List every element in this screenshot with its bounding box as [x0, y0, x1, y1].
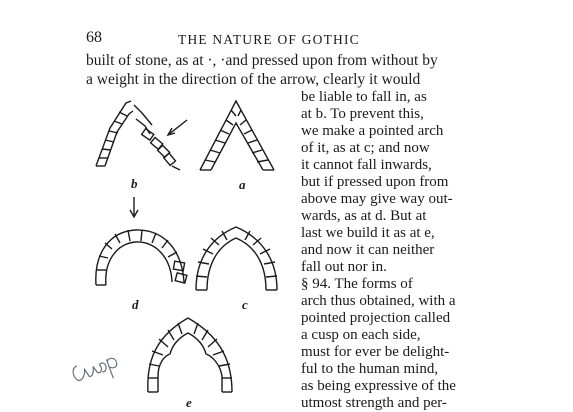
- figure-label-b: b: [131, 176, 138, 191]
- column-line: utmost strength and per-: [301, 395, 447, 411]
- figure-label-a: a: [239, 177, 246, 192]
- column-line: above may give way out-: [301, 191, 453, 207]
- text-line: built of stone, as at ·, ·and pressed upon from without by: [86, 52, 438, 69]
- arrow-down-icon: [130, 197, 138, 217]
- arch-figure-e: [148, 318, 232, 392]
- page-number: 68: [86, 29, 102, 46]
- column-line: we make a pointed arch: [301, 123, 444, 139]
- arch-figure-d: [96, 230, 187, 285]
- column-line: it cannot fall inwards,: [301, 157, 432, 173]
- column-line: fall out nor in.: [301, 259, 387, 275]
- column-line: wards, as at d. But at: [301, 208, 427, 224]
- figure-label-c: c: [242, 297, 248, 312]
- column-line: must for ever be delight-: [301, 344, 450, 360]
- text-line: a weight in the direction of the arrow, clearly it would: [86, 71, 421, 88]
- arch-figure-b: [96, 101, 187, 170]
- column-line: be liable to fall in, as: [301, 89, 427, 105]
- column-line: pointed projection called: [301, 310, 451, 326]
- column-line: ful to the human mind,: [301, 361, 439, 377]
- column-line: as being expressive of the: [301, 378, 456, 394]
- column-line: a cusp on each side,: [301, 327, 421, 343]
- column-line: § 94. The forms of: [301, 276, 413, 292]
- arch-figure-c: [196, 227, 277, 290]
- arch-figure-a: [200, 101, 274, 170]
- figure-label-e: e: [186, 395, 192, 410]
- figure-label-d: d: [132, 297, 139, 312]
- handwritten-annotation: [71, 353, 121, 391]
- column-line: last we build it as at e,: [301, 225, 435, 241]
- column-line: but if pressed upon from: [301, 174, 449, 190]
- column-line: and now it can neither: [301, 242, 435, 258]
- column-line: arch thus obtained, with a: [301, 293, 456, 309]
- column-line: at b. To prevent this,: [301, 106, 424, 122]
- column-line: of it, as at c; and now: [301, 140, 430, 156]
- running-title: THE NATURE OF GOTHIC: [178, 32, 360, 47]
